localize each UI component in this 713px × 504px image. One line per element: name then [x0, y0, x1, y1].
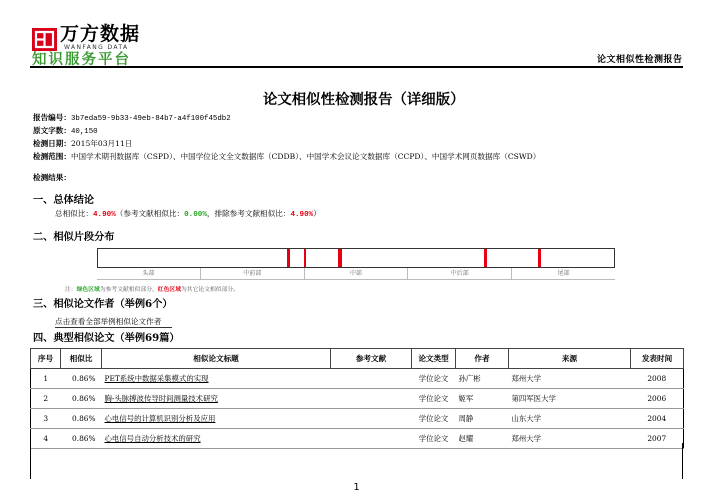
info-label: 原文字数：	[33, 126, 71, 135]
cell-type: 学位论文	[412, 369, 456, 389]
table-continuation	[30, 443, 683, 479]
cell-reference	[331, 369, 412, 389]
column-header-reference: 参考文献	[331, 349, 412, 369]
cell-type: 学位论文	[412, 409, 456, 429]
table-row	[31, 369, 684, 389]
report-info-scope	[33, 152, 540, 162]
similar-fragment-mark	[338, 249, 342, 267]
brand-name-en: WANFANG DATA	[64, 44, 129, 51]
table-row	[31, 389, 684, 409]
cell-author: 周静	[456, 409, 509, 429]
reference-similarity-value: 0.00%	[184, 211, 207, 219]
note-red-term: 红色区域	[157, 287, 181, 293]
wanfang-logo-icon	[32, 28, 57, 51]
column-header-no: 序号	[31, 349, 61, 369]
info-value: 40,150	[70, 128, 98, 136]
cell-author: 姬军	[456, 389, 509, 409]
note-green-desc: 为参考文献相似部分，	[99, 287, 158, 293]
reference-label: （参考文献相似比：	[115, 209, 185, 218]
cell-reference	[331, 409, 412, 429]
cell-year: 2006	[631, 389, 684, 409]
brand-name: 万方数据	[60, 23, 141, 45]
similar-fragment-mark	[484, 249, 487, 267]
report-info-date	[33, 139, 132, 149]
distribution-zone-labels	[97, 268, 615, 280]
cell-ratio: 0.86%	[61, 389, 102, 409]
section-heading-papers: 四、典型相似论文（举例69篇）	[33, 332, 180, 344]
cell-year: 2007	[631, 429, 684, 449]
cell-year: 2004	[631, 409, 684, 429]
header-divider	[30, 66, 683, 68]
cell-source: 山东大学	[509, 409, 631, 429]
paper-title-link[interactable]: PET系统中数据采集模式的实现	[104, 374, 209, 383]
info-label: 检测结果：	[33, 173, 71, 182]
report-info-word-count	[33, 126, 98, 137]
info-value: 中国学术期刊数据库（CSPD）、中国学位论文全文数据库（CDDB）、中国学术会议论文数据库（CCPD）、中国学术网页数据库（CSWD）	[70, 152, 541, 161]
page-number: 1	[353, 482, 360, 493]
cell-no: 2	[31, 389, 61, 409]
cell-title	[102, 389, 331, 409]
info-value: 2015年03月11日	[70, 139, 133, 148]
excluded-label: ，排除参考文献相似比：	[206, 209, 291, 218]
note-prefix: 注：	[65, 287, 77, 293]
section-heading-distribution: 二、相似片段分布	[33, 231, 115, 243]
column-header-author: 作者	[456, 349, 509, 369]
cell-reference	[331, 389, 412, 409]
cell-type: 学位论文	[412, 429, 456, 449]
cell-ratio: 0.86%	[61, 409, 102, 429]
zone-label: 中后部	[407, 268, 511, 279]
column-header-type: 论文类型	[412, 349, 456, 369]
cell-no: 1	[31, 369, 61, 389]
cell-source: 第四军医大学	[509, 389, 631, 409]
similar-fragment-mark	[538, 249, 541, 267]
column-header-source: 来源	[509, 349, 631, 369]
cell-type: 学位论文	[412, 389, 456, 409]
similar-fragment-mark	[304, 249, 307, 267]
cell-title	[102, 369, 331, 389]
overall-similarity-line	[55, 209, 321, 220]
info-label: 检测日期：	[33, 139, 71, 148]
excluded-similarity-value: 4.90%	[290, 211, 314, 219]
report-info-id	[33, 113, 231, 124]
view-all-authors-link[interactable]: 点击查看全部举例相似论文作者	[55, 317, 172, 328]
total-similarity-value: 4.90%	[92, 211, 116, 219]
report-title: 论文相似性检测报告（详细版）	[263, 91, 465, 108]
cell-author: 赵耀	[456, 429, 509, 449]
section-heading-authors: 三、相似论文作者（举例6个）	[33, 298, 173, 310]
paper-title-link[interactable]: 心电信号自动分析技术的研究	[104, 434, 201, 443]
fragment-distribution-bar	[97, 248, 615, 268]
zone-label: 中部	[304, 268, 408, 279]
paper-title-link[interactable]: 心电信号的计算机识别分析及应用	[104, 414, 216, 423]
table-header-row	[31, 349, 684, 369]
total-label: 总相似比：	[55, 209, 93, 218]
header-report-label: 论文相似性检测报告	[597, 55, 683, 65]
cell-source: 郑州大学	[509, 429, 631, 449]
closing-paren: ）	[313, 209, 321, 218]
cell-ratio: 0.86%	[61, 369, 102, 389]
info-label: 检测范围：	[33, 152, 71, 161]
cell-no: 3	[31, 409, 61, 429]
platform-name: 知识服务平台	[32, 52, 131, 68]
cell-author: 孙广彬	[456, 369, 509, 389]
table-row	[31, 409, 684, 429]
info-label: 报告编号：	[33, 113, 71, 122]
note-red-desc: 为其它论文相似部分。	[181, 287, 239, 293]
section-heading-overall: 一、总体结论	[33, 194, 95, 206]
column-header-year: 发表时间	[631, 349, 684, 369]
result-label	[33, 173, 71, 183]
info-value: 3b7eda59-9b33-49eb-84b7-a4f100f45db2	[70, 115, 231, 123]
similar-fragment-mark	[287, 249, 290, 267]
zone-label: 尾部	[511, 268, 615, 279]
paper-title-link[interactable]: 胸-头脉搏波传导时间测量技术研究	[104, 394, 218, 403]
zone-label: 中前部	[200, 268, 304, 279]
cell-no: 4	[31, 429, 61, 449]
column-header-title: 相似论文标题	[102, 349, 331, 369]
cell-year: 2008	[631, 369, 684, 389]
distribution-note	[65, 287, 239, 294]
column-header-ratio: 相似比	[61, 349, 102, 369]
cell-title	[102, 409, 331, 429]
similar-papers-table	[30, 348, 684, 449]
cell-ratio: 0.86%	[61, 429, 102, 449]
cell-source: 郑州大学	[509, 369, 631, 389]
zone-label: 头部	[142, 270, 155, 277]
note-green-term: 绿色区域	[76, 287, 100, 293]
